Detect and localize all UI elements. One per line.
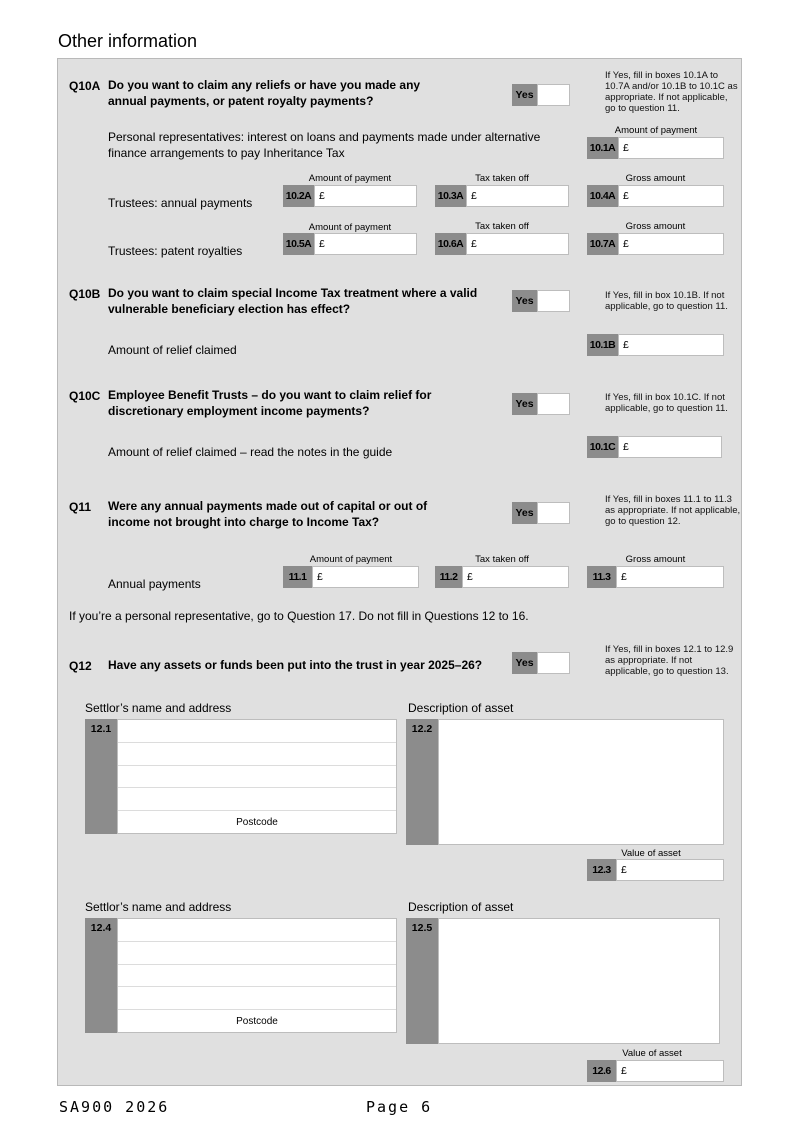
q11-number: Q11 [69,500,92,514]
address-line[interactable] [118,788,396,811]
box-11-2[interactable] [435,566,569,588]
yes-check-field[interactable] [537,393,570,415]
q12-note: If Yes, fill in boxes 12.1 to 12.9 as appropriate. If not applicable, go to question 13. [605,644,734,677]
col-gross-heading: Gross amount [625,173,686,184]
q10a-yes-checkbox[interactable] [512,84,570,106]
box-label: 10.3A [435,185,466,207]
q10a-amount-heading: Amount of payment [614,125,698,136]
address-line[interactable] [118,942,396,965]
box-11-1[interactable] [283,566,419,588]
q11-question: Were any annual payments made out of capital or out of income not brought into charge to Income Tax? [108,499,428,529]
q11-annual-label: Annual payments [108,577,201,591]
col-gross-heading: Gross amount [625,554,686,565]
q10c-question: Employee Benefit Trusts – do you want to claim relief for discretionary employment income payments? [108,388,432,418]
pr-instruction: If you’re a personal representative, go to Question 17. Do not fill in Questions 12 to 16. [69,609,529,623]
q10c-number: Q10C [69,389,101,403]
amount-field[interactable]: £ [618,436,722,458]
box-10-3a[interactable] [435,185,569,207]
postcode-label: Postcode [236,1015,278,1027]
q10a-question: Do you want to claim any reliefs or have you made any annual payments, or patent royalty payments? [108,78,421,108]
amount-field[interactable]: £ [314,185,417,207]
box-12-3[interactable] [587,859,724,881]
address-line[interactable] [118,766,396,789]
postcode-field[interactable] [118,1010,396,1032]
box-label: 10.1A [587,137,618,159]
yes-check-field[interactable] [537,290,570,312]
box-label: 10.1C [587,436,618,458]
yes-label: Yes [512,652,537,674]
gross-field[interactable]: £ [616,566,724,588]
amount-field[interactable]: £ [314,233,417,255]
box-label: 10.1B [587,334,618,356]
box-label: 10.2A [283,185,314,207]
box-label: 12.4 [85,918,117,1033]
box-label: 11.3 [587,566,616,588]
yes-label: Yes [512,393,537,415]
q10b-relief-label: Amount of relief claimed [108,343,237,357]
q10c-relief-label: Amount of relief claimed – read the notes in the guide [108,445,393,459]
box-label: 11.1 [283,566,312,588]
postcode-label: Postcode [236,816,278,828]
box-10-4a[interactable] [587,185,724,207]
box-10-5a[interactable] [283,233,417,255]
yes-check-field[interactable] [537,84,570,106]
q10c-note: If Yes, fill in box 10.1C. If not applicable, go to question 11. [605,392,728,414]
q12-number: Q12 [69,659,92,673]
value-field[interactable]: £ [616,859,724,881]
box-12-5[interactable] [406,918,720,1044]
q10a-note: If Yes, fill in boxes 10.1A to 10.7A and/or 10.1B to 10.1C as appropriate. If not applicable, go to question 11. [605,70,738,114]
box-label: 10.5A [283,233,314,255]
box-label: 11.2 [435,566,462,588]
address-line[interactable] [118,987,396,1010]
value-of-asset-label: Value of asset [621,848,681,859]
q10c-yes-checkbox[interactable] [512,393,570,415]
section-title: Other information [58,31,198,51]
box-label: 12.5 [406,918,438,1044]
box-10-2a[interactable] [283,185,417,207]
amount-field[interactable]: £ [312,566,419,588]
gross-field[interactable]: £ [618,233,724,255]
col-tax-heading: Tax taken off [475,173,529,184]
gross-field[interactable]: £ [618,185,724,207]
q10a-pr-text: Personal representatives: interest on loans and payments made under alternative finance arrangements to pay Inheritance Tax [108,130,541,160]
address-line[interactable] [118,965,396,988]
q10b-number: Q10B [69,287,101,301]
col-amount-heading: Amount of payment [308,222,392,233]
box-10-1a[interactable] [587,137,724,159]
trustees-patent-label: Trustees: patent royalties [108,244,243,258]
box-label: 12.6 [587,1060,616,1082]
settlor-address-field[interactable] [117,719,397,834]
value-field[interactable]: £ [616,1060,724,1082]
q10b-note: If Yes, fill in box 10.1B. If not applicable, go to question 11. [605,290,728,312]
page-number: Page 6 [366,1098,433,1116]
q12-yes-checkbox[interactable] [512,652,570,674]
box-11-3[interactable] [587,566,724,588]
tax-field[interactable]: £ [466,185,569,207]
q10b-yes-checkbox[interactable] [512,290,570,312]
tax-field[interactable]: £ [462,566,569,588]
q10a-number: Q10A [69,79,101,93]
box-12-1[interactable] [85,719,397,834]
amount-field[interactable]: £ [618,137,724,159]
col-amount-heading: Amount of payment [309,554,393,565]
yes-check-field[interactable] [537,652,570,674]
col-tax-heading: Tax taken off [475,221,529,232]
trustees-annual-label: Trustees: annual payments [108,196,253,210]
box-10-6a[interactable] [435,233,569,255]
box-12-4[interactable] [85,918,397,1033]
settlor-label: Settlor’s name and address [85,900,232,914]
address-line[interactable] [118,720,396,743]
amount-field[interactable]: £ [618,334,724,356]
settlor-address-field[interactable] [117,918,397,1033]
yes-check-field[interactable] [537,502,570,524]
description-label: Description of asset [408,701,514,715]
box-12-6[interactable] [587,1060,724,1082]
col-tax-heading: Tax taken off [475,554,529,565]
address-line[interactable] [118,743,396,766]
box-10-1c[interactable] [587,436,722,458]
box-10-1b[interactable] [587,334,724,356]
asset-description-field[interactable] [438,918,720,1044]
box-label: 12.2 [406,719,438,845]
box-label: 12.1 [85,719,117,834]
box-label: 10.4A [587,185,618,207]
q10b-question: Do you want to claim special Income Tax treatment where a valid vulnerable beneficiary election has effect? [108,286,478,316]
q11-note: If Yes, fill in boxes 11.1 to 11.3 as appropriate. If not applicable, go to question 12. [605,494,741,527]
box-10-7a[interactable] [587,233,724,255]
address-line[interactable] [118,919,396,942]
col-amount-heading: Amount of payment [308,173,392,184]
form-code: SA900 2026 [59,1098,170,1116]
postcode-field[interactable] [118,811,396,833]
box-label: 12.3 [587,859,616,881]
q12-question: Have any assets or funds been put into the trust in year 2025–26? [108,658,483,672]
box-label: 10.6A [435,233,466,255]
description-label: Description of asset [408,900,514,914]
box-12-2[interactable] [406,719,724,845]
value-of-asset-label: Value of asset [622,1048,682,1059]
box-label: 10.7A [587,233,618,255]
settlor-label: Settlor’s name and address [85,701,232,715]
yes-label: Yes [512,502,537,524]
yes-label: Yes [512,290,537,312]
asset-description-field[interactable] [438,719,724,845]
col-gross-heading: Gross amount [625,221,686,232]
tax-field[interactable]: £ [466,233,569,255]
q11-yes-checkbox[interactable] [512,502,570,524]
yes-label: Yes [512,84,537,106]
